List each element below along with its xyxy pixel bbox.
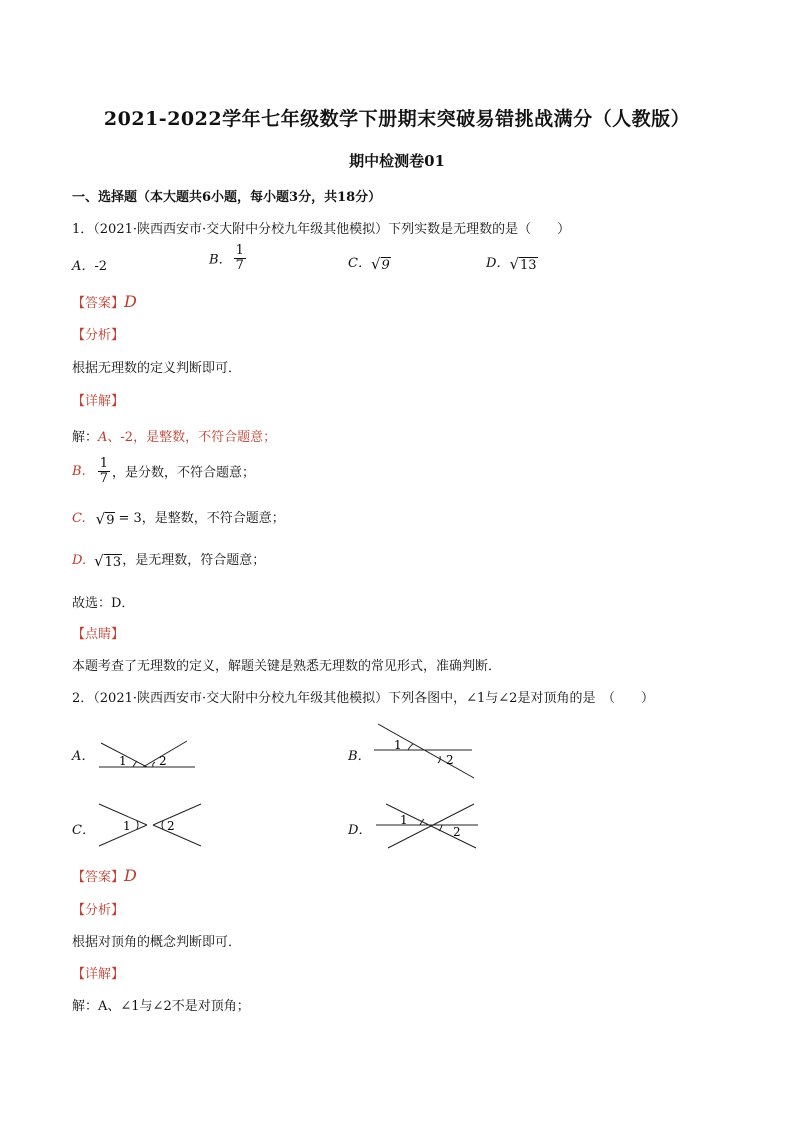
q2-d-angle-2: 2 [453,825,461,839]
q1-option-c-sqrt: √9 [370,254,390,273]
q1-answer-tag: 【答案】 [72,296,125,311]
q1-detail-c-sqrt: √9 [95,509,115,528]
q2-analysis-text: 根据对顶角的概念判断即可． [72,935,242,950]
q1-detail-tag: 【详解】 [72,394,125,409]
q1-detail-d-text: ，是无理数，符合题意； [122,553,266,568]
q2-c-angle-1: 1 [123,819,131,833]
q1-detail-b-fraction [98,457,110,485]
q1-option-a-value: -2 [94,259,108,274]
q2-option-d-label: D． [348,823,372,838]
q2-detail-line: 解：A、∠1与∠2不是对顶角； [72,999,250,1014]
q2-option-a-label: A． [72,749,95,764]
q1-option-a [72,255,107,274]
q2-analysis-tag: 【分析】 [72,903,125,918]
q2-answer-tag: 【答案】 [72,870,125,885]
q1-detail-c-equals: = 3 [118,511,142,526]
q2-option-b-figure [370,720,480,782]
section-heading: 一、选择题（本大题共6小题，每小题3分，共18分） [72,190,382,205]
q2-b-angle-1: 1 [394,738,402,752]
q1-comment-text: 本题考查了无理数的定义，解题关键是熟悉无理数的常见形式，准确判断． [72,659,502,674]
q1-detail-a-label: A [98,430,108,445]
q1-option-b-fraction [234,244,246,272]
q1-detail-lead: 解： [72,430,99,445]
q2-option-d-figure [370,800,482,852]
q1-detail-a-text: 、-2，是整数，不符合题意； [107,430,277,445]
q1-detail-line-d [72,549,265,570]
q2-option-a-figure [95,735,205,775]
q1-option-d-radicand: 13 [520,257,537,273]
q1-detail-b-denominator: 7 [99,470,108,486]
q2-option-c-label: C． [72,823,95,838]
q1-option-b-denominator: 7 [235,257,244,273]
q2-answer-value: D [124,866,137,885]
q1-answer [72,292,137,311]
q1-option-a-label: A． [72,259,95,274]
document-subtitle: 期中检测卷01 [349,152,445,170]
q2-answer [72,866,137,885]
q1-detail-b-label: B. [72,463,86,479]
q1-option-c-label: C． [348,256,371,271]
q1-detail-line-c [72,507,285,528]
q2-c-angle-2: 2 [167,819,175,833]
q1-option-d-label: D． [486,256,510,271]
question-2-stem: 2．（2021·陕西西安市·交大附中分校九年级其他模拟）下列各图中，∠1与∠2是对顶角的是 （ ） [72,691,654,706]
q2-option-c-figure [95,800,205,850]
question-1-stem: 1．（2021·陕西西安市·交大附中分校九年级其他模拟）下列实数是无理数的是（ ） [72,222,571,237]
q1-detail-c-label: C. [72,511,86,526]
q1-choice: 故选：D． [72,596,135,611]
q1-option-d [486,252,538,273]
q1-option-b [209,244,248,272]
q1-detail-c-text: ，是整数，不符合题意； [141,511,285,526]
q1-detail-d-radicand: 13 [104,554,122,570]
q1-detail-line-b [72,457,255,485]
q1-analysis-tag: 【分析】 [72,328,125,343]
document-title: 2021-2022学年七年级数学下册期末突破易错挑战满分（人教版） [103,108,691,130]
q1-option-c-radicand: 9 [381,257,390,273]
q1-analysis-text: 根据无理数的定义判断即可． [72,361,242,376]
q1-comment-tag: 【点睛】 [72,627,125,642]
q1-detail-line-a [72,426,276,445]
q2-b-angle-2: 2 [446,753,454,767]
q2-a-angle-2: 2 [159,754,167,768]
q2-d-angle-1: 1 [400,813,408,827]
q1-detail-b-text: ，是分数，不符合题意； [111,465,255,481]
q1-detail-d-label: D. [72,553,87,568]
q1-option-b-numerator: 1 [235,243,244,258]
q1-answer-value: D [124,292,137,311]
q1-option-d-sqrt: √13 [509,254,537,273]
q1-detail-d-sqrt: √13 [94,551,122,570]
q1-detail-b-numerator: 1 [99,456,108,471]
q1-option-c [348,252,391,273]
q1-detail-c-radicand: 9 [106,512,115,528]
q2-option-b-label: B． [348,749,371,764]
q2-detail-tag: 【详解】 [72,967,125,982]
q2-a-angle-1: 1 [119,754,127,768]
q1-option-b-label: B． [209,252,232,268]
